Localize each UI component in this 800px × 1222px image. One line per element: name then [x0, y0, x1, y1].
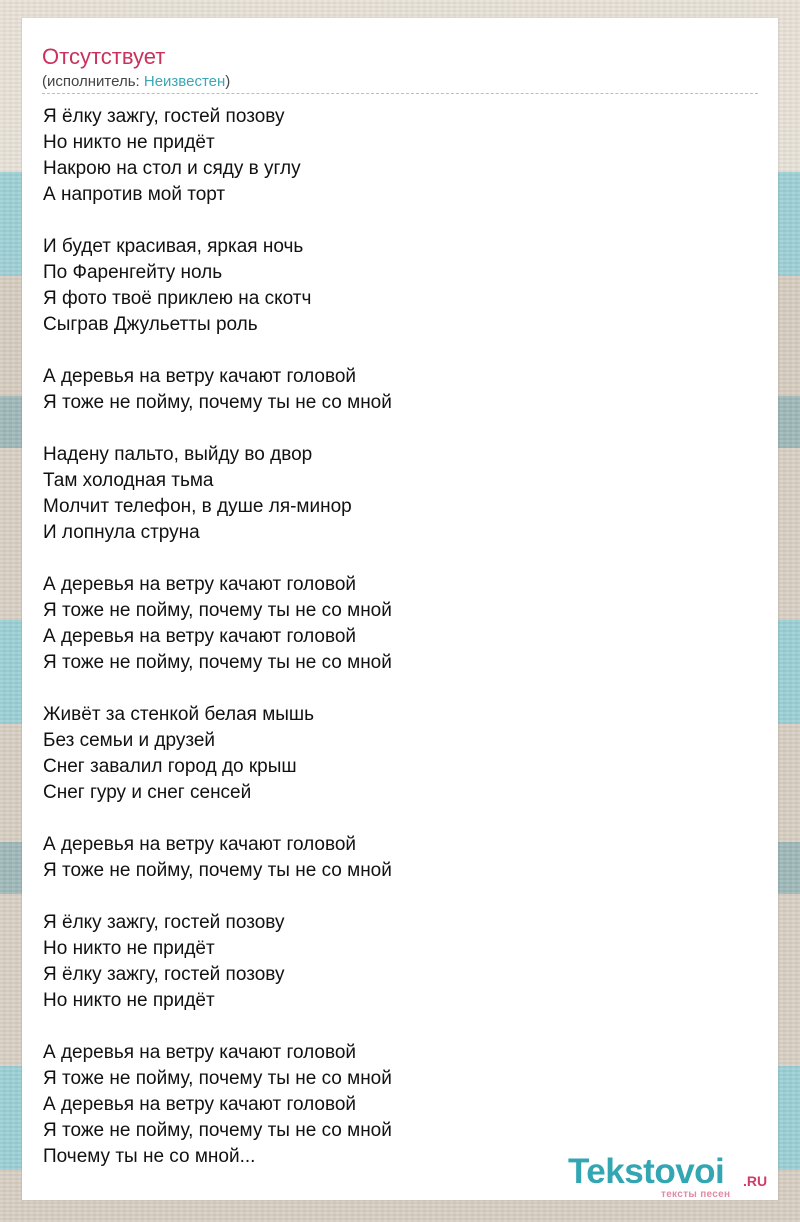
lyric-line: Я тоже не пойму, почему ты не со мной	[43, 392, 392, 413]
lyrics-stanza	[43, 572, 743, 676]
lyric-line: Накрою на стол и сяду в углу	[43, 158, 301, 179]
lyric-line: А деревья на ветру качают головой	[43, 366, 357, 387]
lyrics-stanza	[43, 234, 743, 338]
lyric-line: Там холодная тьма	[43, 470, 214, 491]
lyric-line: Я тоже не пойму, почему ты не со мной	[43, 1068, 392, 1089]
lyric-line: Но никто не придёт	[43, 132, 215, 153]
lyric-line: Я тоже не пойму, почему ты не со мной	[43, 652, 392, 673]
site-logo[interactable]	[568, 1152, 778, 1202]
lyric-line: Я фото твоё приклею на скотч	[43, 288, 312, 309]
lyric-line: Я тоже не пойму, почему ты не со мной	[43, 1120, 392, 1141]
lyric-line: Почему ты не со мной...	[43, 1146, 256, 1167]
lyric-line: А деревья на ветру качают головой	[43, 1042, 357, 1063]
lyrics-stanza	[43, 104, 743, 208]
lyrics-stanza	[43, 832, 743, 884]
lyrics-stanza	[43, 364, 743, 416]
lyric-line: И лопнула струна	[43, 522, 200, 543]
lyrics-stanza	[43, 1040, 743, 1170]
lyric-line: Надену пальто, выйду во двор	[43, 444, 313, 465]
lyric-line: А деревья на ветру качают головой	[43, 1094, 357, 1115]
lyric-line: Я ёлку зажгу, гостей позову	[43, 106, 285, 127]
lyric-line: А деревья на ветру качают головой	[43, 574, 357, 595]
artist-suffix: )	[225, 73, 231, 90]
lyric-line: Я тоже не пойму, почему ты не со мной	[43, 860, 392, 881]
title-divider	[42, 93, 758, 94]
lyric-line: Я тоже не пойму, почему ты не со мной	[43, 600, 392, 621]
lyric-line: И будет красивая, яркая ночь	[43, 236, 304, 257]
lyric-line: Без семьи и друзей	[43, 730, 216, 751]
lyric-line: Но никто не придёт	[43, 938, 215, 959]
lyric-line: Сыграв Джульетты роль	[43, 314, 258, 335]
logo-wordmark: Tekstovoi	[568, 1152, 725, 1191]
lyric-line: Живёт за стенкой белая мышь	[43, 704, 315, 725]
song-title: Отсутствует	[42, 44, 166, 69]
lyric-line: Я ёлку зажгу, гостей позову	[43, 912, 285, 933]
lyric-line: Снег гуру и снег сенсей	[43, 782, 252, 803]
lyric-line: Молчит телефон, в душе ля-минор	[43, 496, 352, 517]
artist-prefix: (исполнитель:	[42, 73, 144, 90]
lyrics-text	[43, 104, 743, 1170]
logo-domain: .RU	[743, 1173, 768, 1189]
lyric-line: А деревья на ветру качают головой	[43, 626, 357, 647]
lyrics-stanza	[43, 910, 743, 1014]
lyric-line: Я ёлку зажгу, гостей позову	[43, 964, 285, 985]
lyrics-stanza	[43, 702, 743, 806]
lyric-line: А напротив мой торт	[43, 184, 226, 205]
lyric-line: Снег завалил город до крыш	[43, 756, 297, 777]
logo-tagline: тексты песен	[661, 1189, 731, 1200]
lyric-line: По Фаренгейту ноль	[43, 262, 223, 283]
artist-link[interactable]: Неизвестен	[143, 73, 226, 90]
lyrics-stanza	[43, 442, 743, 546]
lyric-line: Но никто не придёт	[43, 990, 215, 1011]
artist-line	[42, 73, 230, 90]
lyric-line: А деревья на ветру качают головой	[43, 834, 357, 855]
